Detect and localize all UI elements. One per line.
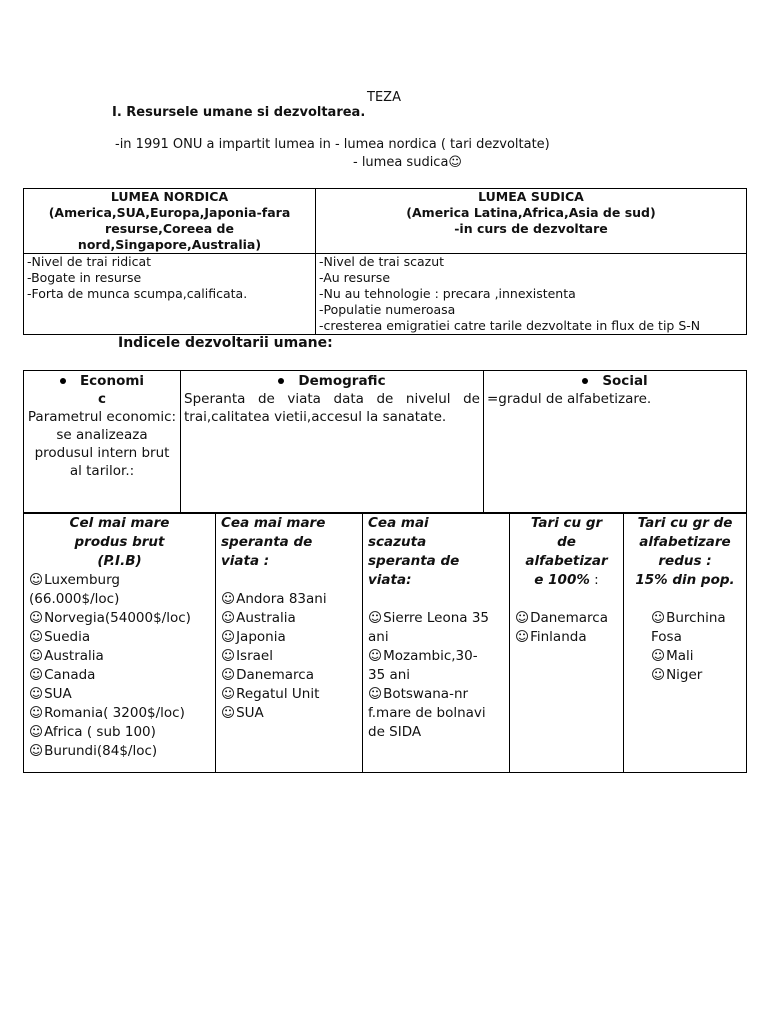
south-characteristic: -cresterea emigratiei catre tarile dezvoltate in flux de tip S-N bbox=[319, 318, 701, 333]
country-detail: 35 ani bbox=[368, 667, 411, 683]
south-characteristic: -Nivel de trai scazut bbox=[319, 254, 445, 269]
header-line: viata: bbox=[368, 572, 412, 588]
economic-text: Parametrul economic: se analizeaza produsul intern brut al tarilor.: bbox=[27, 409, 177, 479]
demographic-title-text: Demografic bbox=[298, 373, 386, 389]
list-item bbox=[29, 666, 210, 685]
country-name: Canada bbox=[44, 667, 96, 683]
section-heading-resources: I. Resursele umane si dezvoltarea. bbox=[112, 105, 366, 120]
list-item bbox=[515, 609, 618, 628]
header-line: Tari cu gr bbox=[530, 515, 603, 531]
header-line: scazuta bbox=[368, 534, 427, 550]
list-item bbox=[368, 609, 504, 628]
list-item bbox=[221, 590, 357, 609]
gdp-header-line: Cel mai mare bbox=[69, 515, 170, 531]
smiley-icon: ☺ bbox=[651, 667, 666, 683]
country-name: Sierre Leona 35 bbox=[383, 610, 490, 626]
south-header-cell bbox=[316, 189, 747, 254]
country-name: Burchina bbox=[666, 610, 726, 626]
header-text: e 100% bbox=[534, 572, 590, 588]
list-item bbox=[29, 609, 210, 628]
highest-life-expectancy-column bbox=[216, 514, 363, 773]
north-header-line: resurse,Coreea de bbox=[105, 221, 234, 236]
list-item bbox=[29, 742, 210, 761]
south-header-line: LUMEA SUDICA bbox=[478, 189, 584, 204]
smiley-icon: ☺ bbox=[29, 629, 44, 645]
list-item bbox=[221, 628, 357, 647]
header-line: speranta de bbox=[368, 553, 460, 569]
smiley-icon: ☺ bbox=[651, 610, 666, 626]
intro-line-1: -in 1991 ONU a impartit lumea in - lumea nordica ( tari dezvoltate) bbox=[115, 137, 550, 152]
south-characteristics-cell bbox=[316, 254, 747, 335]
list-item bbox=[515, 628, 618, 647]
list-item bbox=[221, 666, 357, 685]
list-item bbox=[221, 647, 357, 666]
rankings-table bbox=[23, 513, 747, 773]
country-name: Mozambic,30- bbox=[383, 648, 478, 664]
north-header-line: LUMEA NORDICA bbox=[110, 189, 229, 204]
smiley-icon: ☺ bbox=[368, 686, 383, 702]
list-item bbox=[368, 704, 504, 723]
low-literacy-header bbox=[629, 514, 741, 590]
smiley-icon: ☺ bbox=[29, 667, 44, 683]
list-item bbox=[29, 628, 210, 647]
country-name: Australia bbox=[236, 610, 296, 626]
south-header-line: -in curs de dezvoltare bbox=[454, 221, 608, 236]
country-name: Finlanda bbox=[530, 629, 587, 645]
list-item bbox=[651, 628, 741, 647]
country-name: Israel bbox=[236, 648, 273, 664]
header-line: 15% din pop. bbox=[635, 572, 735, 588]
smiley-icon: ☺ bbox=[221, 705, 236, 721]
lowest-life-expectancy-column bbox=[363, 514, 510, 773]
smiley-icon: ☺ bbox=[29, 610, 44, 626]
list-item bbox=[368, 666, 504, 685]
country-value: (66.000$/loc) bbox=[29, 591, 120, 607]
demographic-title bbox=[184, 372, 480, 390]
smiley-icon: ☺ bbox=[221, 667, 236, 683]
country-name: SUA bbox=[236, 705, 264, 721]
south-characteristic: -Nu au tehnologie : precara ,innexistenta bbox=[319, 286, 576, 301]
list-item bbox=[651, 666, 741, 685]
list-item bbox=[221, 685, 357, 704]
economic-title-part2: c bbox=[97, 391, 106, 407]
full-literacy-column bbox=[510, 514, 624, 773]
south-characteristic: -Au resurse bbox=[319, 270, 391, 285]
list-item bbox=[29, 685, 210, 704]
list-item bbox=[29, 723, 210, 742]
smiley-icon: ☺ bbox=[221, 648, 236, 664]
bullet-icon bbox=[278, 378, 284, 384]
section-heading-hdi: Indicele dezvoltarii umane: bbox=[118, 335, 333, 351]
low-literacy-column bbox=[624, 514, 747, 773]
country-name: Niger bbox=[666, 667, 703, 683]
smiley-icon: ☺ bbox=[368, 648, 383, 664]
country-name: Suedia bbox=[44, 629, 91, 645]
life-expectancy-high-header bbox=[221, 514, 357, 571]
list-item bbox=[368, 647, 504, 666]
gdp-header-line: (P.I.B) bbox=[97, 553, 142, 569]
country-name: Romania( 3200$/loc) bbox=[44, 705, 185, 721]
gdp-column bbox=[24, 514, 216, 773]
country-name: Danemarca bbox=[530, 610, 608, 626]
header-line bbox=[368, 514, 504, 533]
north-header-cell bbox=[24, 189, 316, 254]
north-characteristic: -Bogate in resurse bbox=[27, 270, 142, 285]
south-header-line: (America Latina,Africa,Asia de sud) bbox=[406, 205, 656, 220]
smiley-icon: ☺ bbox=[221, 610, 236, 626]
country-name: Andora 83ani bbox=[236, 591, 327, 607]
list-item bbox=[29, 647, 210, 666]
country-detail: de SIDA bbox=[368, 724, 422, 740]
country-name: Mali bbox=[666, 648, 694, 664]
economic-cell bbox=[24, 371, 181, 513]
header-line: alfabetizare bbox=[639, 534, 731, 550]
economic-title bbox=[27, 372, 177, 408]
country-name: Regatul Unit bbox=[236, 686, 320, 702]
list-item bbox=[221, 609, 357, 628]
list-item bbox=[29, 571, 210, 590]
list-item bbox=[368, 723, 504, 742]
hdi-indicators-table bbox=[23, 370, 747, 513]
smiley-icon: ☺ bbox=[29, 648, 44, 664]
country-name: Norvegia(54000$/loc) bbox=[44, 610, 191, 626]
header-line: Cea mai mare bbox=[221, 515, 326, 531]
smiley-icon: ☺ bbox=[29, 705, 44, 721]
header-line: de bbox=[557, 534, 576, 550]
social-title-text: Social bbox=[602, 373, 648, 389]
smiley-icon: ☺ bbox=[221, 686, 236, 702]
bullet-icon bbox=[582, 378, 588, 384]
smiley-icon: ☺ bbox=[29, 686, 44, 702]
gdp-header bbox=[29, 514, 210, 571]
north-header-line: nord,Singapore,Australia) bbox=[77, 237, 262, 252]
country-detail: f.mare de bolnavi bbox=[368, 705, 486, 721]
life-expectancy-low-header bbox=[368, 514, 504, 590]
header-line: Tari cu gr de bbox=[637, 515, 733, 531]
smiley-icon: ☺ bbox=[221, 591, 236, 607]
header-suffix: : bbox=[589, 572, 599, 588]
country-name: Botswana-nr bbox=[383, 686, 469, 702]
bullet-icon bbox=[60, 378, 66, 384]
gdp-header-line: produs brut bbox=[74, 534, 165, 550]
full-literacy-header bbox=[515, 514, 618, 590]
smiley-icon: ☺ bbox=[651, 648, 666, 664]
country-name: SUA bbox=[44, 686, 72, 702]
header-line: viata : bbox=[221, 553, 270, 569]
header-line: speranta de bbox=[221, 534, 313, 550]
smiley-icon: ☺ bbox=[29, 724, 44, 740]
north-characteristics-cell bbox=[24, 254, 316, 335]
economic-title-part1: Economi bbox=[79, 373, 145, 389]
demographic-cell bbox=[181, 371, 484, 513]
list-item bbox=[29, 704, 210, 723]
smiley-icon: ☺ bbox=[515, 610, 530, 626]
list-item bbox=[221, 704, 357, 723]
north-characteristic: -Forta de munca scumpa,calificata. bbox=[27, 286, 248, 301]
demographic-text: Speranta de viata data de nivelul de trai,calitatea vietii,accesul la sanatate. bbox=[184, 391, 480, 425]
smiley-icon: ☺ bbox=[221, 629, 236, 645]
list-item bbox=[651, 609, 741, 628]
south-characteristic: -Populatie numeroasa bbox=[319, 302, 456, 317]
list-item bbox=[368, 628, 504, 647]
document-title: TEZA bbox=[367, 90, 401, 105]
smiley-icon: ☺ bbox=[29, 572, 44, 588]
north-header-line: (America,SUA,Europa,Japonia-fara bbox=[48, 205, 291, 220]
list-item bbox=[651, 647, 741, 666]
country-detail: ani bbox=[368, 629, 389, 645]
smiley-icon: ☺ bbox=[29, 743, 44, 759]
country-name: Australia bbox=[44, 648, 104, 664]
social-title bbox=[487, 372, 743, 390]
header-line: redus : bbox=[658, 553, 712, 569]
country-name: Burundi(84$/loc) bbox=[44, 743, 158, 759]
list-item bbox=[368, 685, 504, 704]
header-line bbox=[515, 571, 618, 590]
north-south-table bbox=[23, 188, 747, 335]
header-line: alfabetizar bbox=[525, 553, 608, 569]
header-text: Cea mai bbox=[368, 515, 429, 531]
country-name: Danemarca bbox=[236, 667, 314, 683]
country-name: Africa ( sub 100) bbox=[44, 724, 156, 740]
list-item bbox=[29, 590, 210, 609]
country-name: Japonia bbox=[236, 629, 286, 645]
north-characteristic: -Nivel de trai ridicat bbox=[27, 254, 152, 269]
country-name: Luxemburg bbox=[44, 572, 120, 588]
country-name-cont: Fosa bbox=[651, 629, 682, 645]
intro-line-2: - lumea sudica☺ bbox=[353, 155, 462, 170]
social-text: =gradul de alfabetizare. bbox=[487, 391, 652, 407]
smiley-icon: ☺ bbox=[515, 629, 530, 645]
smiley-icon: ☺ bbox=[368, 610, 383, 626]
social-cell bbox=[484, 371, 747, 513]
